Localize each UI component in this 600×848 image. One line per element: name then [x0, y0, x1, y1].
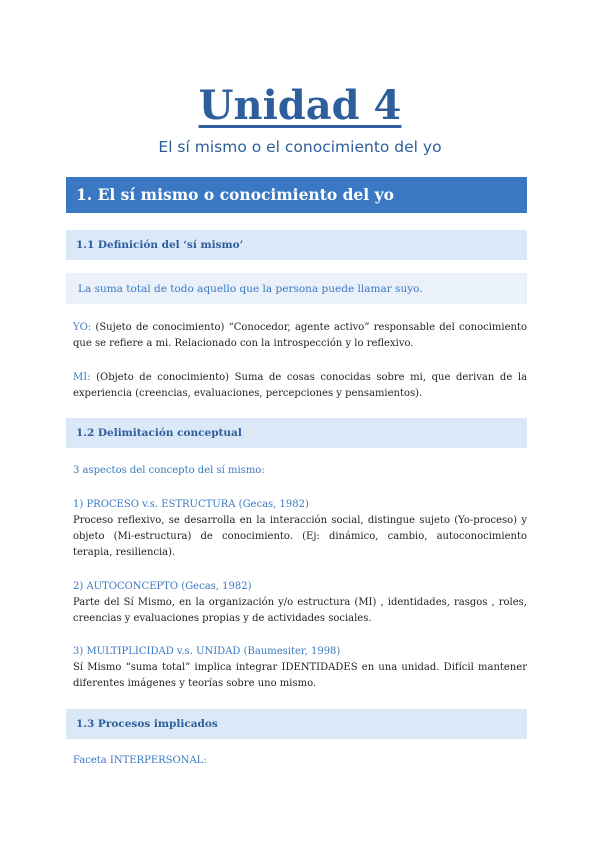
yo-paragraph	[73, 320, 527, 352]
section-heading-1: 1. El sí mismo o conocimiento del yo	[66, 177, 527, 213]
subsection-heading-1-2: 1.2 Delimitación conceptual	[66, 418, 527, 448]
aspect-title-3: 3) MULTIPLICIDAD v.s. UNIDAD (Baumesiter, 1998)	[73, 646, 341, 657]
aspect-text-3: Sí Mismo “suma total” implica integrar IDENTIDADES en una unidad. Difícil mantener diferentes imágenes y teorías sobre uno mismo.	[73, 662, 527, 689]
page-subtitle: El sí mismo o el conocimiento del yo	[158, 138, 442, 156]
yo-label: YO:	[73, 322, 92, 333]
mi-paragraph	[73, 370, 527, 402]
aspect-text-2: Parte del Sí Mismo, en la organización y/o estructura (MI) , identidades, rasgos , roles, creencias y evaluaciones propias y de actividades sociales.	[73, 597, 527, 624]
definition-callout: La suma total de todo aquello que la persona puede llamar suyo.	[66, 273, 527, 304]
aspect-text-1: Proceso reflexivo, se desarrolla en la interacción social, distingue sujeto (Yo-proceso) y objeto (Mi-estructura) de conocimiento. (Ej: dinámico, cambio, autoconocimiento terapia, resiliencia).	[73, 515, 527, 558]
yo-text: (Sujeto de conocimiento) “Conocedor, agente activo” responsable del conocimiento que se refiere a mi. Relacionado con la introspección y lo reflexivo.	[73, 322, 527, 349]
aspects-intro: 3 aspectos del concepto del sí mismo:	[73, 465, 265, 476]
subsection-heading-1-3: 1.3 Procesos implicados	[66, 709, 527, 739]
page-title: Unidad 4	[198, 82, 402, 129]
subsection-heading-1-1: 1.1 Definición del ‘sí mismo’	[66, 230, 527, 260]
mi-text: (Objeto de conocimiento) Suma de cosas conocidas sobre mi, que derivan de la experiencia (creencias, evaluaciones, percepciones y pensamientos).	[73, 372, 527, 399]
mi-label: MI:	[73, 372, 91, 383]
aspect-title-2: 2) AUTOCONCEPTO (Gecas, 1982)	[73, 581, 252, 592]
facet-label: Faceta INTERPERSONAL:	[73, 755, 207, 766]
aspect-title-1: 1) PROCESO v.s. ESTRUCTURA (Gecas, 1982)	[73, 499, 309, 510]
